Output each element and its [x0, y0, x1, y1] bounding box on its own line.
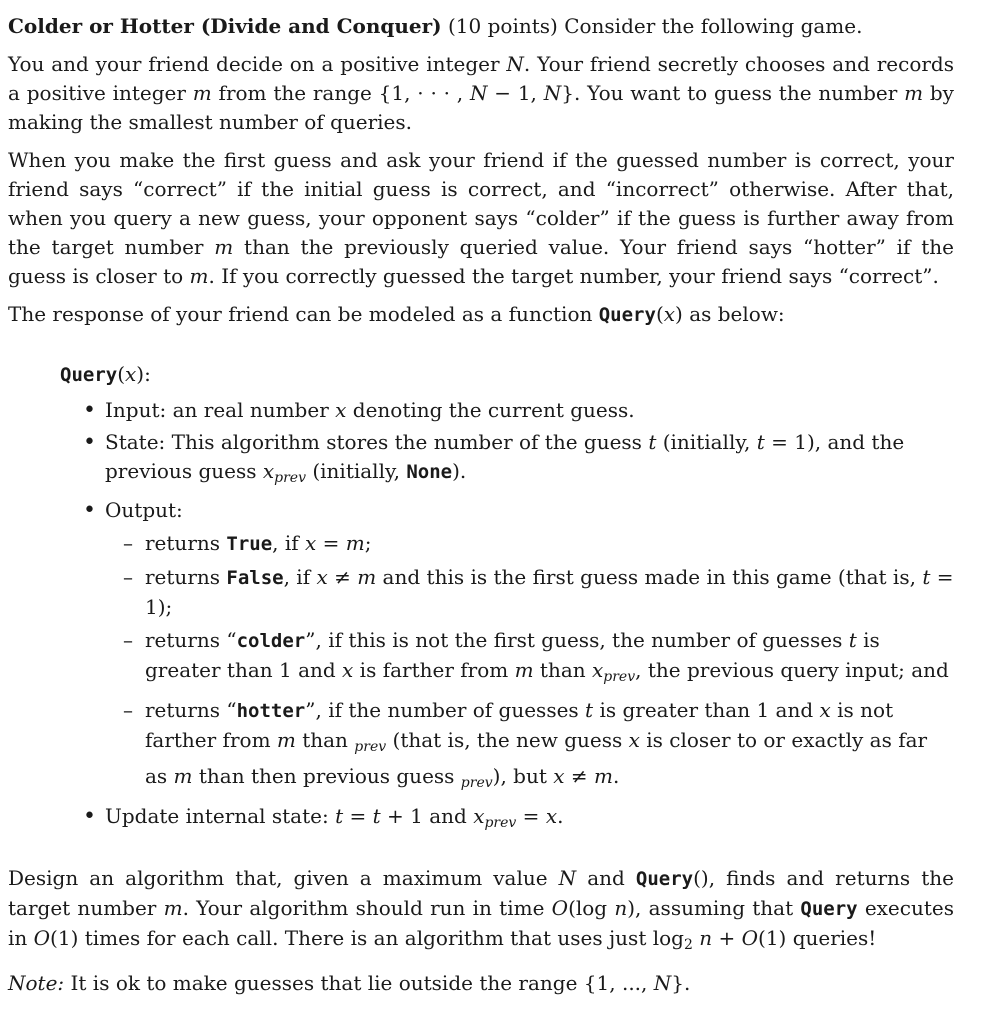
title-bold: Colder or Hotter (Divide and Conquer) — [8, 14, 442, 38]
text: When you make the first guess and ask your friend if the guessed number is correct, your friend says “correct” if the initial guess is correct, and “incorrect” otherwise. After that, when you query a new guess, your opponent says “colder” if the guess is further away from the target number — [8, 148, 954, 259]
text: is greater than 1 and — [145, 628, 880, 682]
text: The response of your friend can be modeled as a function — [8, 302, 599, 326]
problem-title — [8, 12, 954, 41]
code-keyword: colder — [236, 630, 306, 652]
math-subscript: prev — [460, 775, 493, 791]
output-label: Output: — [105, 498, 183, 522]
math-var: x — [473, 804, 485, 828]
math-var: N — [506, 52, 524, 76]
math-var: N — [653, 971, 672, 995]
text: ”, if this is not the first guess, the number of guesses — [305, 628, 849, 652]
output-cases-list — [105, 529, 954, 798]
text: ): — [136, 362, 151, 386]
paragraph-setup — [8, 50, 954, 137]
math-var: x — [316, 565, 328, 589]
text: Design an algorithm that, given a maximum value — [8, 866, 559, 890]
query-spec-list — [60, 396, 954, 838]
text: ). — [452, 459, 467, 483]
math-var: t — [585, 698, 594, 722]
paragraph-task — [8, 864, 954, 960]
text: . If you correctly guessed the target number, your friend says “correct”. — [208, 264, 939, 288]
code-keyword: Query — [598, 304, 656, 326]
math-var: t — [922, 565, 931, 589]
text: ), but — [492, 764, 554, 788]
text: It is ok to make guesses that lie outside the range {1, ..., — [64, 971, 654, 995]
text: ≠ — [564, 764, 595, 788]
math-var: m — [276, 728, 296, 752]
math-var: t — [848, 628, 857, 652]
math-var: O — [551, 896, 569, 920]
text: by making the smallest number of queries. — [8, 81, 954, 134]
math-var: O — [33, 926, 51, 950]
text: ), assuming that — [627, 896, 801, 920]
bullet-output — [83, 496, 954, 798]
text: than then previous guess — [192, 764, 461, 788]
text: than the previously queried value. Your friend says “hotter” if the guess is closer to — [8, 235, 954, 288]
text: = — [343, 804, 373, 828]
text: ≠ — [327, 565, 358, 589]
math-var: m — [189, 264, 209, 288]
math-var: x — [262, 459, 275, 483]
text: (initially, — [656, 430, 757, 454]
math-subscript: prev — [484, 815, 517, 831]
text: and — [576, 866, 636, 890]
math-subscript: prev — [354, 739, 387, 755]
code-keyword: False — [226, 567, 284, 589]
text: ”, if the number of guesses — [305, 698, 586, 722]
text: , if — [283, 565, 317, 589]
text: ; — [364, 531, 372, 555]
text: than — [533, 658, 592, 682]
note-label: Note: — [8, 971, 65, 995]
math-var: x — [335, 398, 347, 422]
math-var: t — [648, 430, 657, 454]
math-var: m — [173, 764, 193, 788]
math-var: t — [335, 804, 344, 828]
text: is closer to or exactly as far as — [145, 728, 928, 788]
code-keyword: hotter — [236, 700, 306, 722]
math-var: m — [904, 81, 924, 105]
math-var: m — [357, 565, 377, 589]
text: returns — [145, 531, 227, 555]
bullet-update — [83, 802, 954, 838]
text: . Your algorithm should run in time — [182, 896, 552, 920]
code-keyword: True — [226, 533, 273, 555]
text: (initially, — [305, 459, 407, 483]
text: = — [516, 804, 546, 828]
text: = 1), and the previous guess — [105, 430, 905, 483]
text: is not farther from — [145, 698, 894, 752]
case-true — [123, 529, 954, 559]
math-var: t — [372, 804, 381, 828]
text: State: This algorithm stores the number of the guess — [105, 430, 649, 454]
text: , if — [272, 531, 306, 555]
text: }. You want to guess the number — [561, 81, 905, 105]
text: + 1 and — [380, 804, 474, 828]
math-var: m — [214, 235, 234, 259]
text: returns — [145, 565, 227, 589]
bullet-state — [83, 428, 954, 493]
math-var: m — [192, 81, 212, 105]
math-var: m — [594, 764, 613, 788]
math-var: N — [469, 81, 488, 105]
code-keyword: Query — [60, 364, 118, 386]
text: than — [295, 728, 355, 752]
text: = — [316, 531, 346, 555]
bullet-input — [83, 396, 954, 425]
text: . Your friend secretly chooses and records a positive integer — [8, 52, 954, 105]
math-var: m — [345, 531, 365, 555]
text: returns “ — [145, 698, 237, 722]
text: = 1); — [145, 565, 954, 619]
title-rest: (10 points) Consider the following game. — [441, 14, 863, 38]
case-false — [123, 563, 954, 622]
text: (1) times for each call. There is an algorithm that uses just log — [50, 926, 684, 950]
text: executes in — [8, 896, 954, 950]
math-var: m — [163, 896, 183, 920]
query-definition — [60, 360, 954, 838]
text: Update internal state: — [105, 804, 336, 828]
math-var: m — [514, 658, 534, 682]
text: returns “ — [145, 628, 237, 652]
text: . — [557, 804, 564, 828]
math-subscript: prev — [603, 669, 636, 685]
math-var: n — [614, 896, 628, 920]
text: (1) queries! — [758, 926, 877, 950]
case-colder — [123, 626, 954, 692]
text: denoting the current guess. — [346, 398, 635, 422]
code-keyword: None — [406, 461, 453, 483]
text: (log — [568, 896, 615, 920]
math-var: x — [125, 362, 137, 386]
paragraph-note — [8, 969, 954, 998]
paragraph-rules — [8, 146, 954, 291]
text: is farther from — [353, 658, 515, 682]
paragraph-model — [8, 300, 954, 330]
math-var: x — [628, 728, 640, 752]
text: from the range {1, · · · , — [211, 81, 470, 105]
text: and this is the first guess made in this game (that is, — [376, 565, 923, 589]
text: You and your friend decide on a positive integer — [8, 52, 507, 76]
math-subscript: 2 — [683, 937, 693, 953]
text: − 1, — [487, 81, 544, 105]
math-var: O — [741, 926, 759, 950]
math-var: N — [543, 81, 562, 105]
text: ( — [655, 302, 664, 326]
math-var: x — [342, 658, 354, 682]
math-var: x — [819, 698, 831, 722]
text: , the previous query input; and — [635, 658, 949, 682]
text: Input: an real number — [105, 398, 336, 422]
text: . — [613, 764, 620, 788]
code-keyword: Query — [800, 898, 858, 920]
text: + — [712, 926, 742, 950]
math-var: x — [663, 302, 676, 326]
math-var: x — [545, 804, 558, 828]
text: ( — [117, 362, 126, 386]
text: (that is, the new guess — [386, 728, 629, 752]
math-var: n — [699, 926, 713, 950]
query-heading — [60, 360, 954, 390]
code-keyword: Query — [635, 868, 694, 890]
case-hotter — [123, 696, 954, 798]
math-var: N — [558, 866, 577, 890]
text: ) as below: — [675, 302, 785, 326]
math-subscript: prev — [274, 470, 306, 486]
math-var: x — [553, 764, 565, 788]
math-var: x — [305, 531, 317, 555]
math-var: t — [756, 430, 765, 454]
text: (), finds and returns the target number — [8, 866, 955, 920]
math-var: x — [592, 658, 604, 682]
text: is greater than 1 and — [593, 698, 820, 722]
text: }. — [671, 971, 691, 995]
